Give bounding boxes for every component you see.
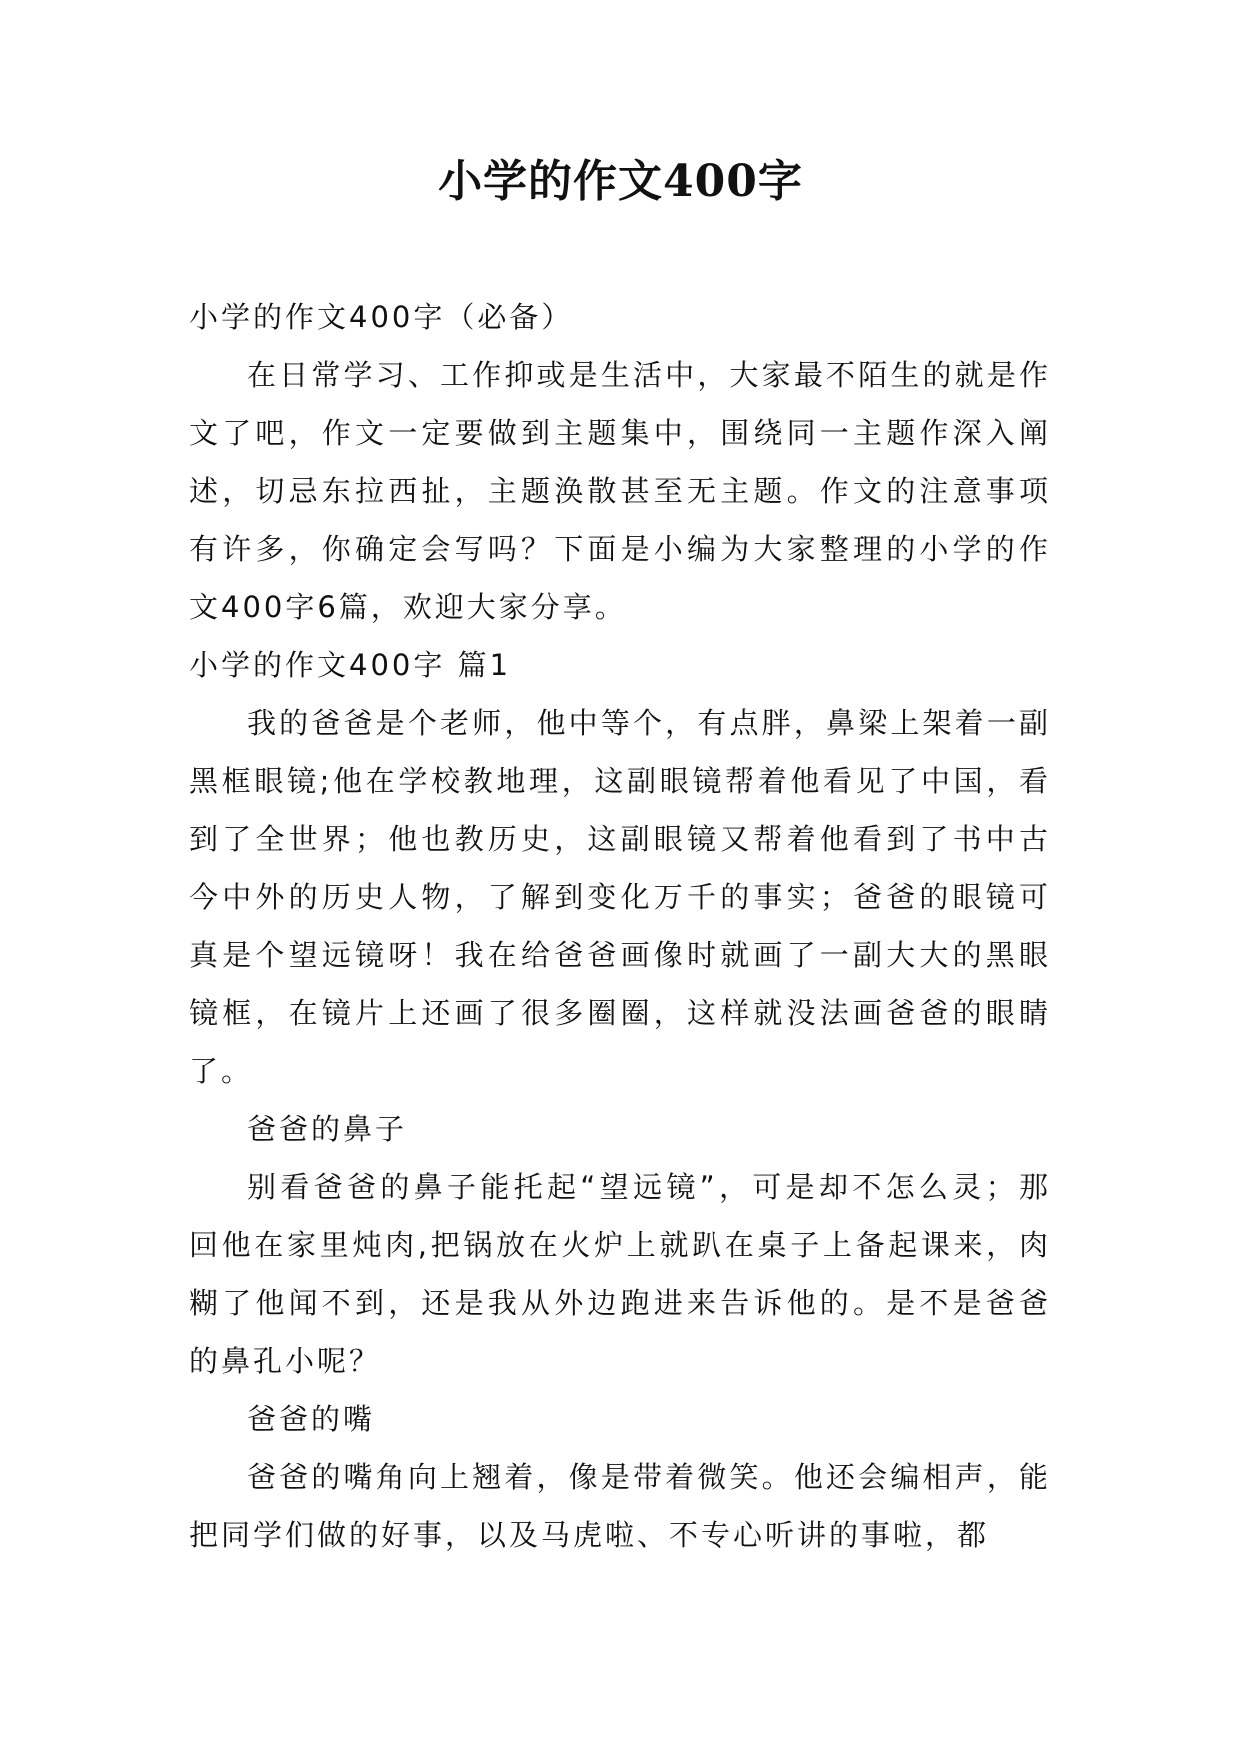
body-paragraph: 我的爸爸是个老师，他中等个，有点胖，鼻梁上架着一副黑框眼镜;他在学校教地理，这副眼镜帮着他看见了中国，看到了全世界；他也教历史，这副眼镜又帮着他看到了书中古今中外的历史人物，了解到变化万千的事实；爸爸的眼镜可真是个望远镜呀！我在给爸爸画像时就画了一副大大的黑眼镜框，在镜片上还画了很多圈圈，这样就没法画爸爸的眼睛了。 (189, 706, 1051, 1088)
section-heading: 小学的作文400字 篇1 (189, 648, 512, 682)
body-paragraph: 爸爸的嘴角向上翘着，像是带着微笑。他还会编相声，能把同学们做的好事，以及马虎啦、不专心听讲的事啦，都 (189, 1460, 1051, 1552)
subtitle-paragraph: 小学的作文400字（必备） (189, 300, 574, 334)
intro-paragraph: 在日常学习、工作抑或是生活中，大家最不陌生的就是作文了吧，作文一定要做到主题集中，围绕同一主题作深入阐述，切忌东拉西扯，主题涣散甚至无主题。作文的注意事项有许多，你确定会写吗？下面是小编为大家整理的小学的作文400字6篇，欢迎大家分享。 (189, 358, 1051, 624)
body-paragraph: 爸爸的鼻子 (247, 1112, 408, 1146)
document-title: 小学的作文400字 (438, 156, 803, 207)
document-body (189, 288, 1051, 1564)
body-paragraph: 爸爸的嘴 (247, 1402, 376, 1436)
body-paragraph: 别看爸爸的鼻子能托起“望远镜”，可是却不怎么灵；那回他在家里炖肉,把锅放在火炉上就趴在桌子上备起课来，肉糊了他闻不到，还是我从外边跑进来告诉他的。是不是爸爸的鼻孔小呢？ (189, 1170, 1051, 1378)
